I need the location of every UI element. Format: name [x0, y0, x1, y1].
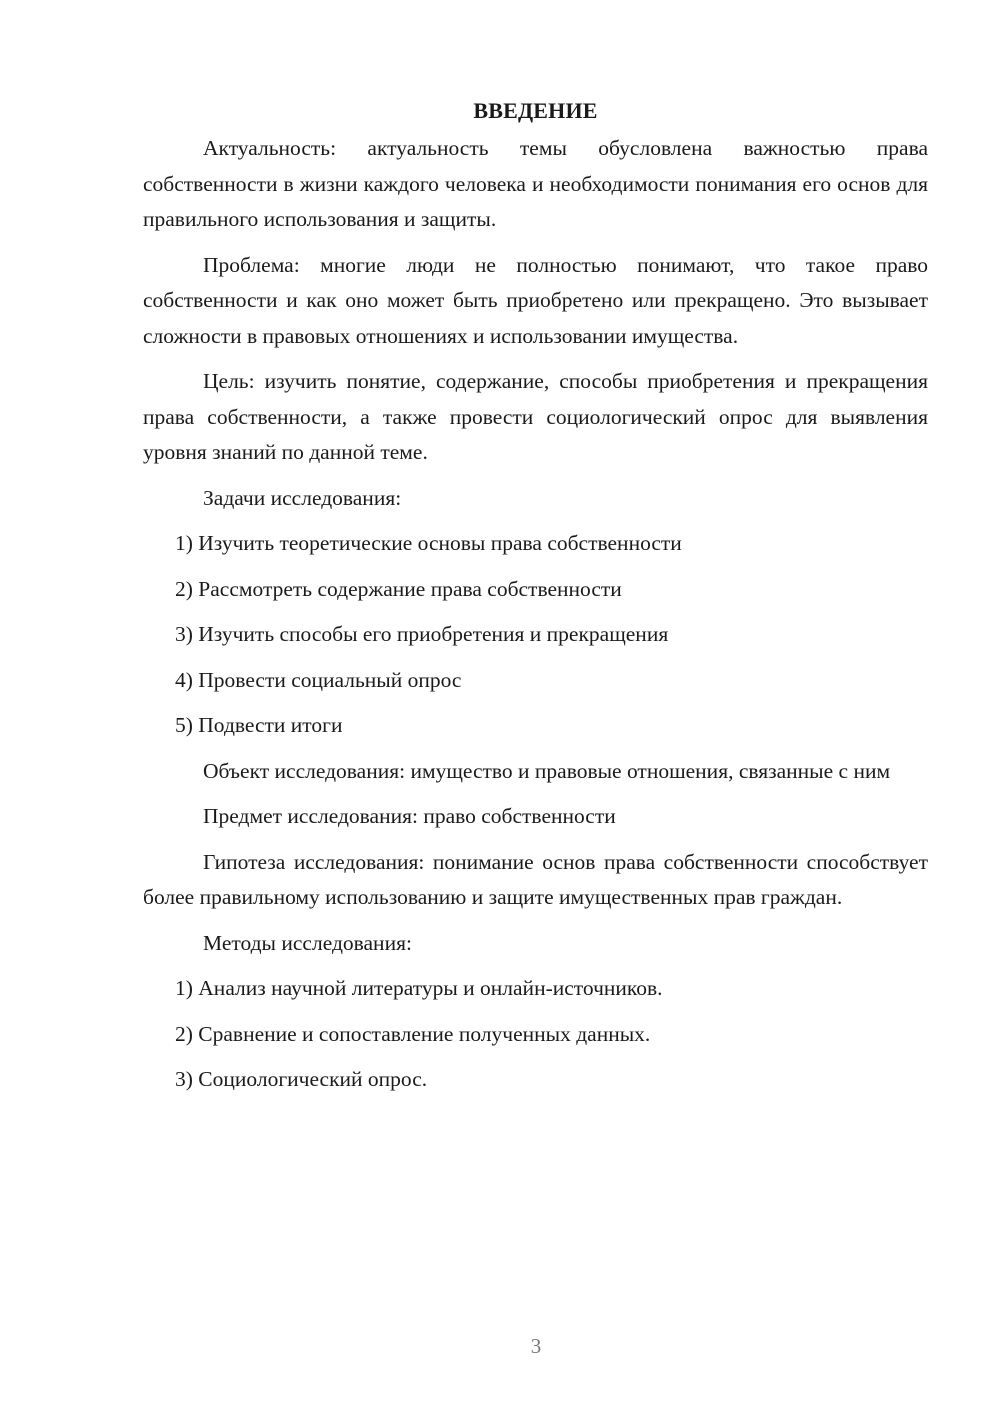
hypothesis-paragraph: Гипотеза исследования: понимание основ права собственности способствует более правильному использованию и защите имущественных прав граждан.: [143, 849, 928, 909]
method-item: 1) Анализ научной литературы и онлайн-источников.: [175, 976, 663, 1000]
subject-paragraph: Предмет исследования: право собственности: [203, 804, 616, 828]
task-item: 4) Провести социальный опрос: [175, 667, 462, 692]
page-content: [143, 93, 928, 1108]
method-item: 2) Сравнение и сопоставление полученных данных.: [175, 1021, 651, 1046]
methods-heading: Методы исследования:: [203, 930, 412, 955]
relevance-paragraph: Актуальность: актуальность темы обусловлена важностью права собственности в жизни каждого человека и необходимости понимания его основ для правильного использования и защиты.: [143, 136, 928, 231]
page-title: ВВЕДЕНИЕ: [473, 98, 598, 123]
problem-paragraph: Проблема: многие люди не полностью понимают, что такое право собственности и как оно может быть приобретено или прекращено. Это вызывает сложности в правовых отношениях и использовании имущества.: [143, 252, 928, 348]
task-item: 2) Рассмотреть содержание права собственности: [175, 576, 622, 601]
tasks-heading: Задачи исследования:: [203, 485, 402, 510]
object-paragraph: Объект исследования: имущество и правовые отношения, связанные с ним: [203, 758, 891, 783]
goal-paragraph: Цель: изучить понятие, содержание, способы приобретения и прекращения права собственности, а также провести социологический опрос для выявления уровня знаний по данной теме.: [143, 369, 928, 464]
task-item: 5) Подвести итоги: [175, 713, 343, 737]
task-item: 3) Изучить способы его приобретения и прекращения: [175, 622, 669, 646]
page-number: 3: [530, 1334, 542, 1358]
method-item: 3) Социологический опрос.: [175, 1067, 428, 1091]
task-item: 1) Изучить теоретические основы права собственности: [175, 531, 682, 555]
